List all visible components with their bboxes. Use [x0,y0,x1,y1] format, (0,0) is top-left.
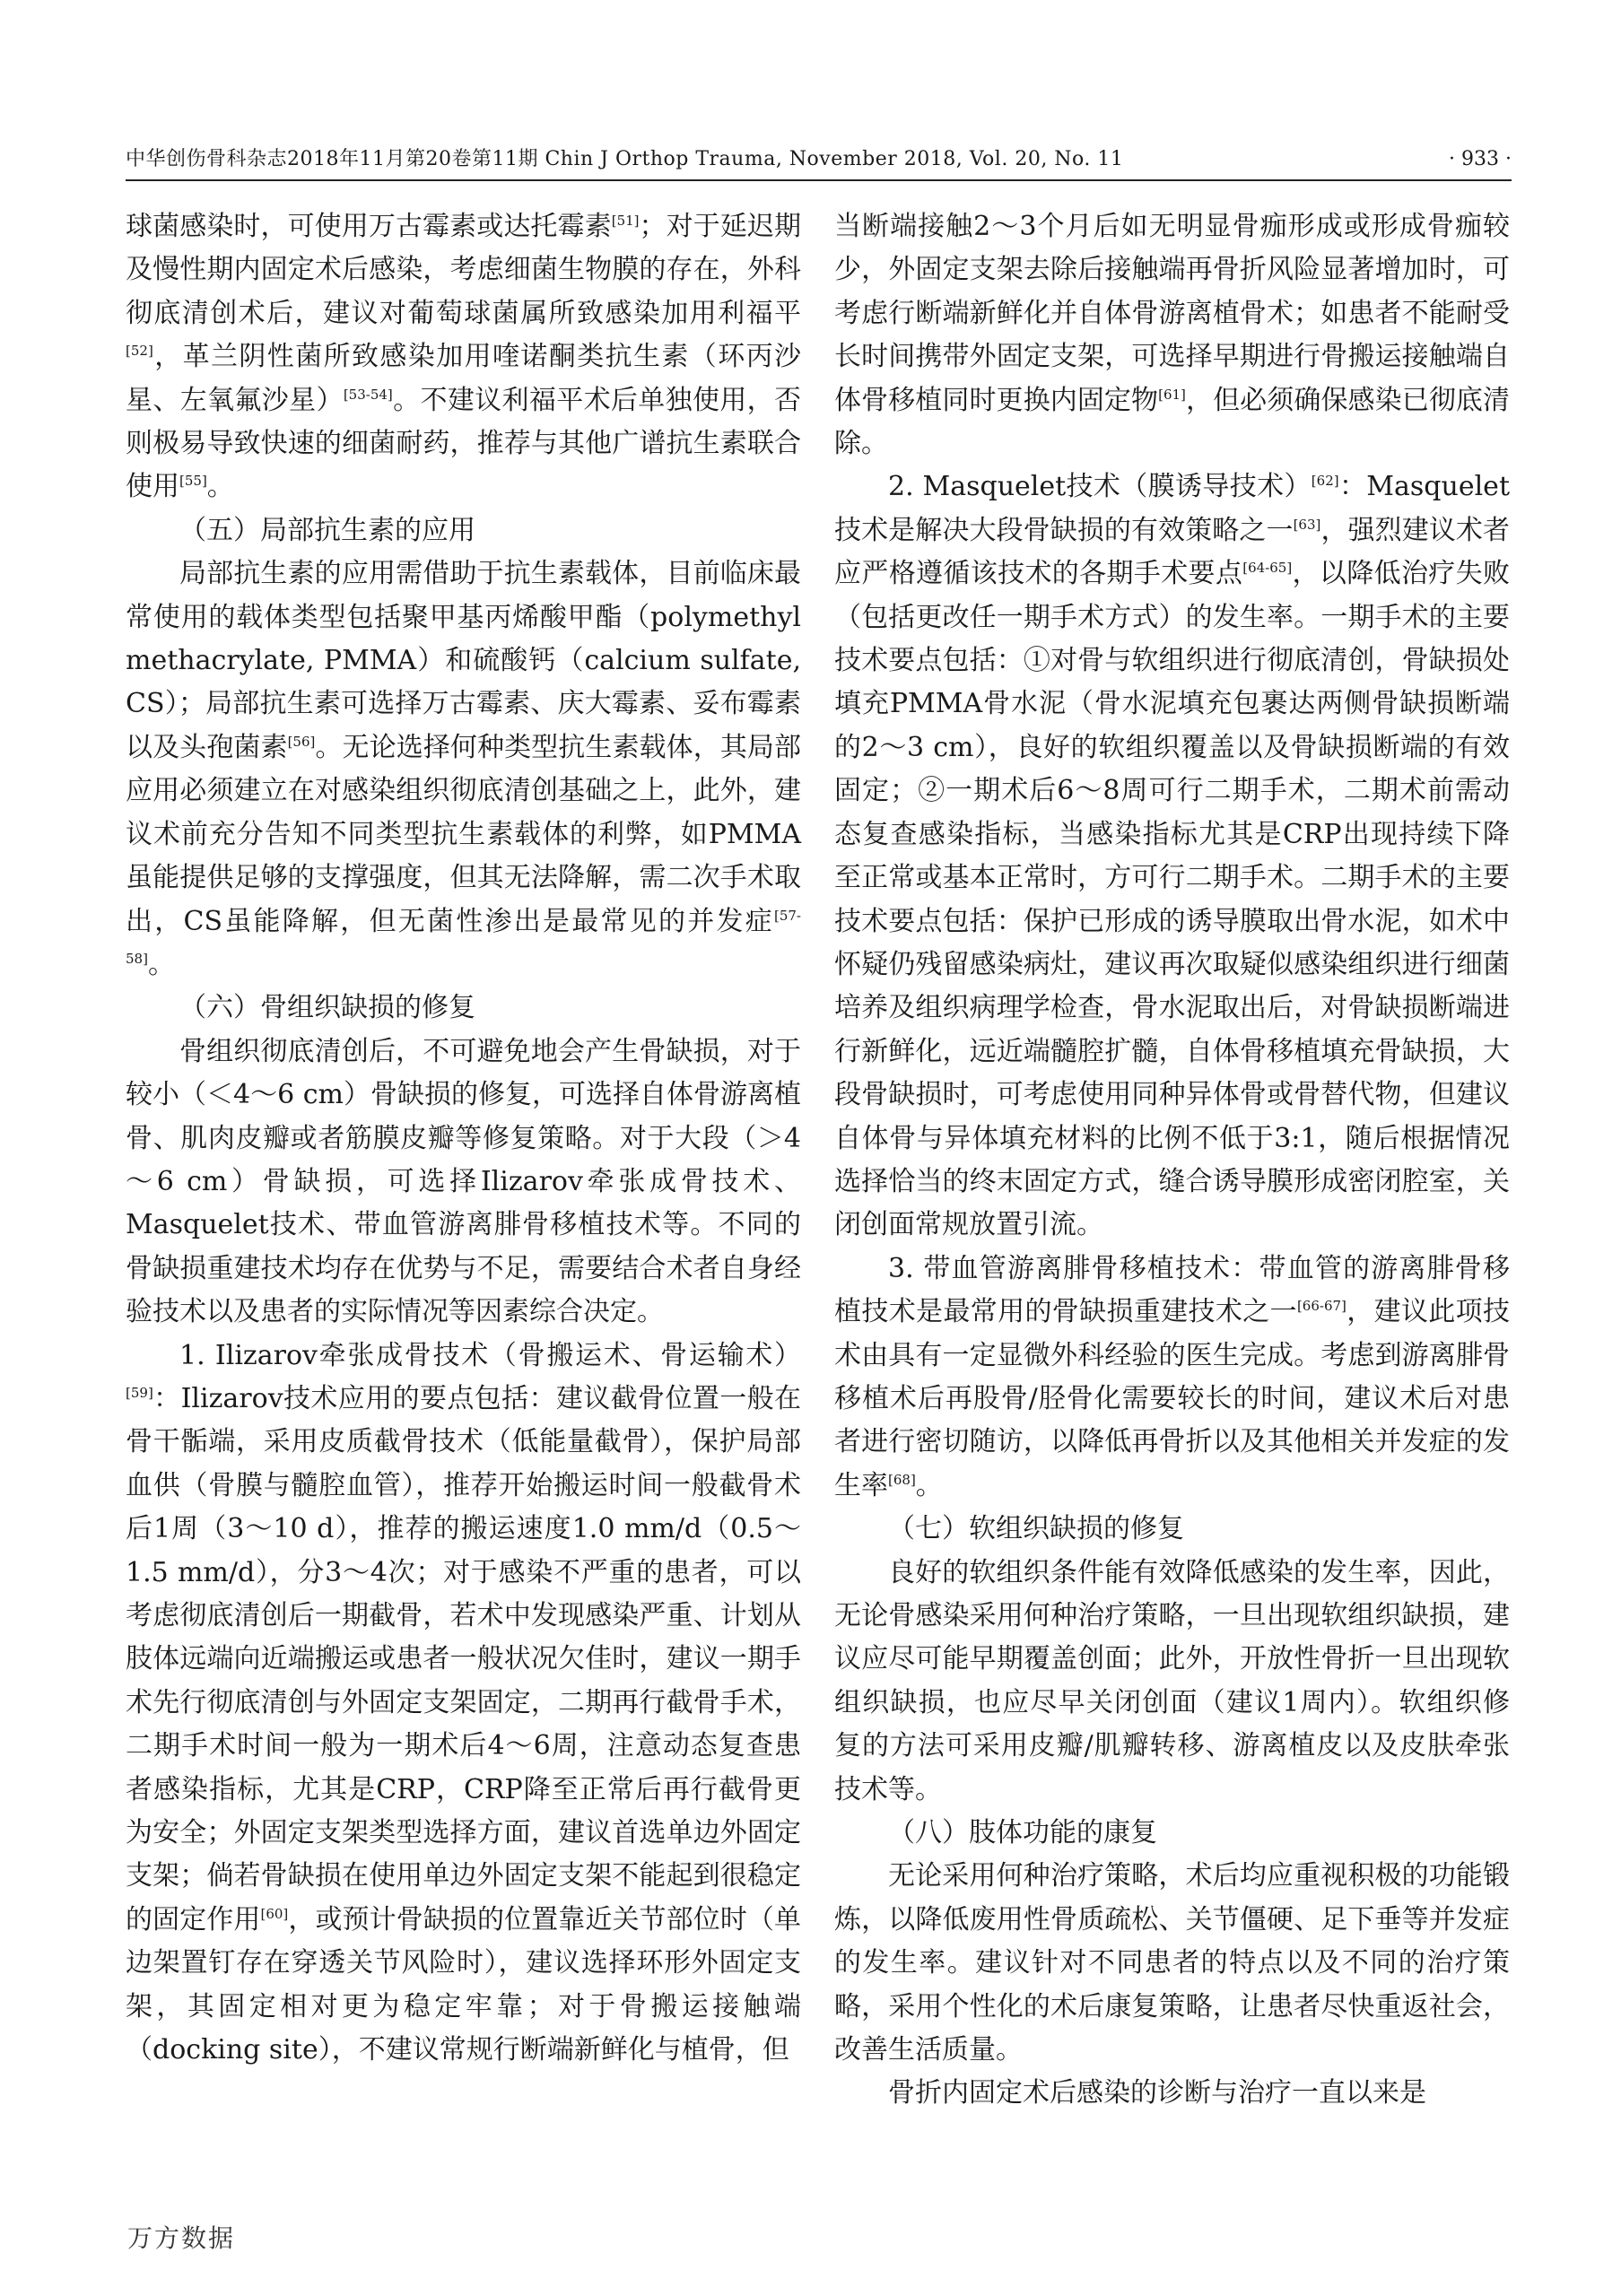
page-number: · 933 · [1449,148,1512,170]
right-column [834,205,1510,2116]
section-heading [834,1508,1510,1551]
text-run: 。 [147,948,175,980]
text-run: ，或预计骨缺损的位置靠近关节部位时（单边架置钉存在穿透关节风险时），建议选择环形外固定支架，其固定相对更为稳定牢靠；对于骨搬运接触端（docking site），不建议常规行断端新鲜化与植骨，但 [126,1903,802,2066]
body-paragraph [126,205,801,509]
text-run: 球菌感染时，可使用万古霉素或达托霉素 [126,211,612,242]
reference-citation: [64-65] [1242,560,1293,577]
left-column [126,205,801,2072]
body-paragraph [126,552,801,987]
text-run: 局部抗生素的应用需借助于抗生素载体，目前临床最常使用的载体类型包括聚甲基丙烯酸甲酯（polymethyl methacrylate, PMMA）和硫酸钙（calcium sulfate, CS）；局部抗生素可选择万古霉素、庆大霉素、妥布霉素以及头孢菌素 [126,558,801,763]
reference-citation: [57-58] [126,907,801,967]
text-run: 良好的软组织条件能有效降低感染的发生率，因此，无论骨感染采用何种治疗策略，一旦出现软组织缺损，建议应尽可能早期覆盖创面；此外，开放性骨折一旦出现软组织缺损，也应尽早关闭创面（建议1周内）。软组织修复的方法可采用皮瓣/肌瓣转移、游离植皮以及皮肤牵张技术等。 [834,1556,1510,1805]
section-heading [834,1812,1510,1855]
text-run: 2. Masquelet技术（膜诱导技术） [888,471,1312,503]
reference-citation: [59] [126,1384,153,1401]
text-run: ，强烈建议术者应严格遵循该技术的各期手术要点 [834,514,1511,590]
text-run: （六）骨组织缺损的修复 [179,992,475,1024]
body-paragraph [126,1031,801,1335]
body-paragraph [834,205,1510,465]
reference-citation: [52] [126,343,153,360]
text-run: （五）局部抗生素的应用 [179,514,475,546]
text-run: ；对于延迟期及慢性期内固定术后感染，考虑细菌生物膜的存在，外科彻底清创术后，建议对葡萄球菌属所致感染加用利福平 [126,211,802,329]
body-paragraph [834,1248,1510,1508]
text-run: 当断端接触2～3个月后如无明显骨痂形成或形成骨痂较少，外固定支架去除后接触端再骨折风险显著增加时，可考虑行断端新鲜化并自体骨游离植骨术；如患者不能耐受长时间携带外固定支架，可选择早期进行骨搬运接触端自体骨移植同时更换内固定物 [834,211,1510,416]
text-run: ，建议此项技术由具有一定显微外科经验的医生完成。考虑到游离腓骨移植术后再股骨/胫骨化需要较长的时间，建议术后对患者进行密切随访，以降低再骨折以及其他相关并发症的发生率 [834,1296,1511,1501]
text-run: （七）软组织缺损的修复 [888,1513,1184,1545]
journal-citation: 中华创伤骨科杂志2018年11月第20卷第11期 Chin J Orthop Trauma, November 2018, Vol. 20, No. 11 [126,148,1124,170]
text-run: （八）肢体功能的康复 [888,1817,1157,1849]
body-paragraph [834,1552,1510,1812]
text-run: ：Ilizarov技术应用的要点包括：建议截骨位置一般在骨干骺端，采用皮质截骨技术（低能量截骨），保护局部血供（骨膜与髓腔血管），推荐开始搬运时间一般截骨术后1周（3～10 d），推荐的搬运速度1.0 mm/d（0.5～1.5 mm/d），分3～4次；对于感染不严重的患者，可以考虑彻底清创后一期截骨，若术中发现感染严重、计划从肢体远端向近端搬运或患者一般状况欠佳时，建议一期手术先行彻底清创与外固定支架固定，二期再行截骨手术，二期手术时间一般为一期术后4～6周，注意动态复查患者感染指标，尤其是CRP，CRP降至正常后再行截骨更为安全；外固定支架类型选择方面，建议首选单边外固定支架；倘若骨缺损在使用单边外固定支架不能起到很稳定的固定作用 [126,1382,801,1935]
watermark: 万方数据 [127,2223,236,2253]
text-run: ，以降低治疗失败（包括更改任一期手术方式）的发生率。一期手术的主要技术要点包括：①对骨与软组织进行彻底清创，骨缺损处填充PMMA骨水泥（骨水泥填充包裹达两侧骨缺损断端的2～3 cm），良好的软组织覆盖以及骨缺损断端的有效固定；②一期术后6～8周可行二期手术，二期术前需动态复查感染指标，当感染指标尤其是CRP出现持续下降至正常或基本正常时，方可行二期手术。二期手术的主要技术要点包括：保护已形成的诱导膜取出骨水泥，如术中怀疑仍残留感染病灶，建议再次取疑似感染组织进行细菌培养及组织病理学检查，骨水泥取出后，对骨缺损断端进行新鲜化，远近端髓腔扩髓，自体骨移植填充骨缺损，大段骨缺损时，可考虑使用同种异体骨或骨替代物，但建议自体骨与异体填充材料的比例不低于3:1，随后根据情况选择恰当的终末固定方式，缝合诱导膜形成密闭腔室，关闭创面常规放置引流。 [834,558,1511,1241]
body-paragraph [834,2072,1510,2115]
reference-citation: [56] [287,733,316,750]
reference-citation: [55] [179,473,207,490]
reference-citation: [66-67] [1296,1298,1346,1315]
text-run: ，革兰阴性菌所致感染加用喹诺酮类抗生素（环丙沙星、左氧氟沙星） [126,341,801,416]
text-run: ：Masquelet技术是解决大段骨缺损的有效策略之一 [834,471,1510,546]
body-paragraph [834,465,1510,1247]
reference-citation: [60] [260,1905,289,1922]
reference-citation: [61] [1158,386,1186,403]
section-heading [126,987,801,1030]
text-run: 3. 带血管游离腓骨移植技术：带血管的游离腓骨移植技术是最常用的骨缺损重建技术之一 [834,1252,1510,1328]
text-run: 。无论选择何种类型抗生素载体，其局部应用必须建立在对感染组织彻底清创基础之上，此外，建议术前充分告知不同类型抗生素载体的利弊，如PMMA虽能提供足够的支撑强度，但其无法降解，需二次手术取出，CS虽能降解，但无菌性渗出是最常见的并发症 [126,731,802,937]
body-paragraph [126,1335,801,2073]
reference-citation: [51] [611,213,640,229]
reference-citation: [68] [888,1471,916,1488]
text-run: 1. Ilizarov牵张成骨技术（骨搬运术、骨运输术） [179,1339,801,1371]
text-run: 。不建议利福平术后单独使用，否则极易导致快速的细菌耐药，推荐与其他广谱抗生素联合使用 [126,384,802,503]
text-run: 。 [915,1469,943,1501]
reference-citation: [53-54] [343,386,393,403]
text-run: 无论采用何种治疗策略，术后均应重视积极的功能锻炼，以降低废用性骨质疏松、关节僵硬、足下垂等并发症的发生率。建议针对不同患者的特点以及不同的治疗策略，采用个性化的术后康复策略，让患者尽快重返社会，改善生活质量。 [834,1860,1510,2066]
text-run: 骨折内固定术后感染的诊断与治疗一直以来是 [888,2077,1426,2109]
section-heading [126,509,801,552]
text-run: 。 [206,471,234,503]
text-run: 骨组织彻底清创后，不可避免地会产生骨缺损，对于较小（＜4～6 cm）骨缺损的修复，可选择自体骨游离植骨、肌肉皮瓣或者筋膜皮瓣等修复策略。对于大段（＞4～6 cm）骨缺损，可选择Ilizarov牵张成骨技术、Masquelet技术、带血管游离腓骨移植技术等。不同的骨缺损重建技术均存在优势与不足，需要结合术者自身经验技术以及患者的实际情况等因素综合决定。 [126,1035,801,1328]
reference-citation: [62] [1311,473,1339,490]
running-header [126,144,1512,181]
reference-citation: [63] [1293,516,1321,533]
body-paragraph [834,1855,1510,2072]
text-run: ，但必须确保感染已彻底清除。 [834,384,1511,460]
